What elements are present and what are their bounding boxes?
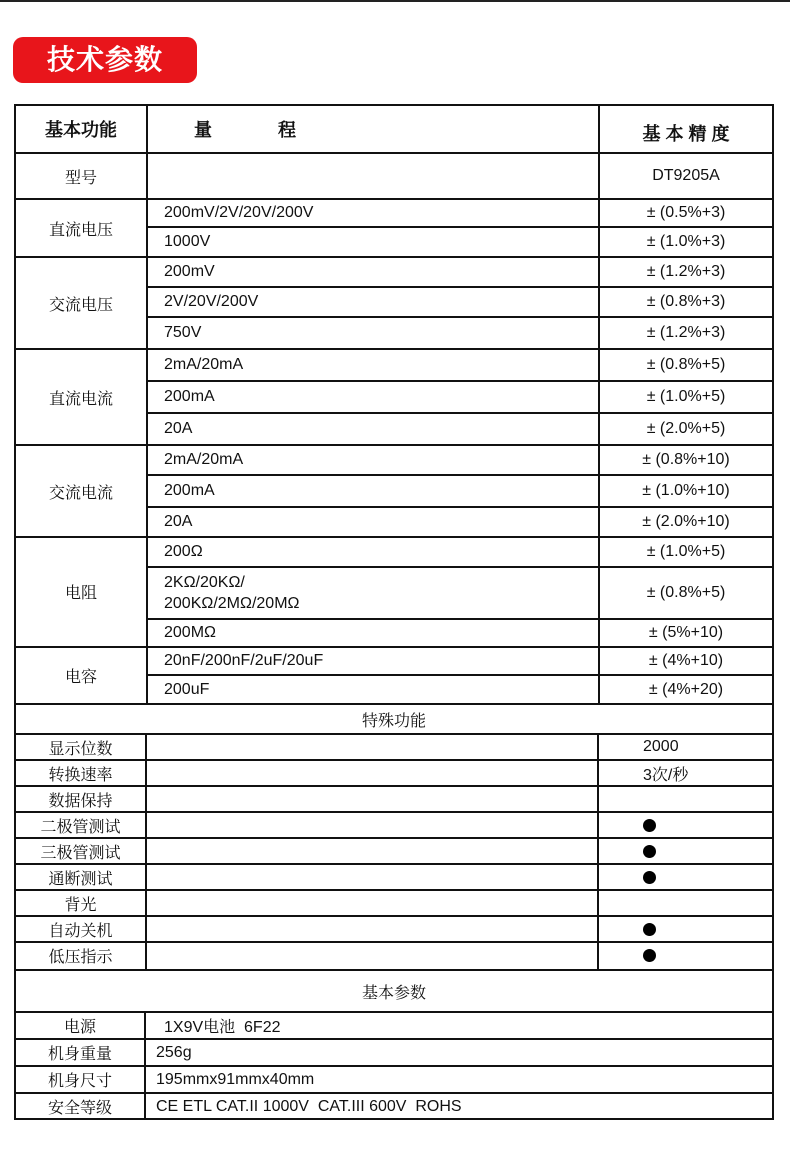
res-accuracy-3: ± (5%+10)	[648, 624, 724, 641]
special-function-label: 低压指示	[48, 948, 113, 966]
acv-accuracy-1: ± (1.2%+3)	[646, 263, 726, 280]
acv-accuracy-3: ± (1.2%+3)	[646, 324, 726, 341]
model-value: DT9205A	[652, 167, 720, 184]
divider	[145, 735, 147, 969]
special-function-label: 转换速率	[48, 766, 113, 784]
res-range-2-line1: 2KΩ/20KΩ/	[164, 574, 245, 591]
dca-accuracy-1: ± (0.8%+5)	[646, 356, 726, 373]
res-range-3: 200MΩ	[164, 624, 216, 641]
dcv-range-2: 1000V	[164, 233, 211, 250]
model-label: 型号	[64, 169, 97, 187]
dca-label: 直流电流	[48, 390, 113, 408]
aca-accuracy-3: ± (2.0%+10)	[642, 513, 730, 530]
supported-dot-icon	[643, 845, 656, 858]
supported-dot-icon	[643, 923, 656, 936]
top-border-line	[0, 0, 790, 2]
dca-range-1: 2mA/20mA	[164, 356, 244, 373]
dca-range-2: 200mA	[164, 388, 215, 405]
dcv-range-1: 200mV/2V/20V/200V	[164, 204, 314, 221]
res-accuracy-1: ± (1.0%+5)	[646, 543, 726, 560]
header-range-char1: 量	[194, 120, 212, 140]
basic-param-label: 机身尺寸	[47, 1073, 112, 1090]
res-range-2-line2: 200KΩ/2MΩ/20MΩ	[164, 595, 300, 612]
basic-param-label: 安全等级	[47, 1100, 112, 1117]
header-range-char2: 程	[278, 120, 296, 140]
cap-range-2: 200uF	[164, 680, 210, 698]
aca-range-1: 2mA/20mA	[164, 451, 244, 468]
special-function-value	[599, 839, 772, 863]
aca-accuracy-2: ± (1.0%+10)	[642, 482, 730, 499]
res-range-1: 200Ω	[164, 543, 203, 560]
aca-range-3: 20A	[164, 513, 193, 530]
basic-param-label: 电源	[63, 1019, 96, 1036]
basic-param-label: 机身重量	[47, 1046, 112, 1063]
spec-table	[14, 104, 774, 705]
special-function-value	[599, 865, 772, 889]
special-function-value: 3次/秒	[643, 766, 689, 784]
header-accuracy: 基 本 精 度	[642, 124, 730, 144]
acv-label: 交流电压	[48, 296, 113, 314]
basic-param-value: CE ETL CAT.II 1000V CAT.III 600V ROHS	[156, 1097, 462, 1115]
dca-range-3: 20A	[164, 420, 193, 437]
basic-params-table	[14, 969, 774, 1120]
dcv-accuracy-1: ± (0.5%+3)	[646, 204, 726, 221]
special-function-value	[599, 917, 772, 941]
special-function-value	[599, 891, 772, 915]
cap-label: 电容	[64, 669, 97, 686]
cap-range-1: 20nF/200nF/2uF/20uF	[164, 652, 324, 669]
supported-dot-icon	[643, 871, 656, 884]
dca-accuracy-3: ± (2.0%+5)	[646, 420, 726, 437]
basic-param-value: 195mmx91mmx40mm	[156, 1070, 315, 1088]
special-functions-title: 特殊功能	[361, 712, 426, 730]
special-function-label: 通断测试	[48, 870, 113, 888]
basic-param-value: 256g	[156, 1043, 192, 1061]
basic-param-value: 1X9V电池 6F22	[164, 1019, 281, 1036]
dcv-label: 直流电压	[48, 221, 113, 239]
header-function: 基本功能	[45, 120, 117, 140]
special-function-label: 三极管测试	[40, 844, 121, 862]
dca-accuracy-2: ± (1.0%+5)	[646, 388, 726, 405]
section-title-badge: 技术参数	[13, 37, 197, 83]
res-accuracy-2: ± (0.8%+5)	[646, 584, 726, 601]
special-function-value	[599, 787, 772, 811]
basic-params-title: 基本参数	[361, 984, 426, 1002]
res-label: 电阻	[64, 584, 97, 602]
cap-accuracy-1: ± (4%+10)	[648, 652, 724, 669]
cap-accuracy-2: ± (4%+20)	[648, 680, 724, 698]
aca-range-2: 200mA	[164, 482, 215, 499]
aca-label: 交流电流	[48, 484, 113, 502]
special-function-label: 背光	[64, 896, 97, 914]
acv-range-2: 2V/20V/200V	[164, 293, 259, 310]
acv-accuracy-2: ± (0.8%+3)	[646, 293, 726, 310]
acv-range-1: 200mV	[164, 263, 215, 280]
supported-dot-icon	[643, 949, 656, 962]
special-function-value	[599, 813, 772, 837]
acv-range-3: 750V	[164, 324, 202, 341]
aca-accuracy-1: ± (0.8%+10)	[642, 451, 730, 468]
dcv-accuracy-2: ± (1.0%+3)	[646, 233, 726, 250]
special-function-label: 显示位数	[48, 740, 113, 758]
special-function-value: 2000	[643, 738, 679, 755]
special-function-label: 二极管测试	[40, 818, 121, 836]
special-function-label: 数据保持	[48, 792, 113, 810]
special-function-label: 自动关机	[48, 922, 113, 940]
special-functions-table	[14, 703, 774, 971]
res-range-2	[148, 568, 598, 618]
supported-dot-icon	[643, 819, 656, 832]
special-function-value	[599, 943, 772, 967]
